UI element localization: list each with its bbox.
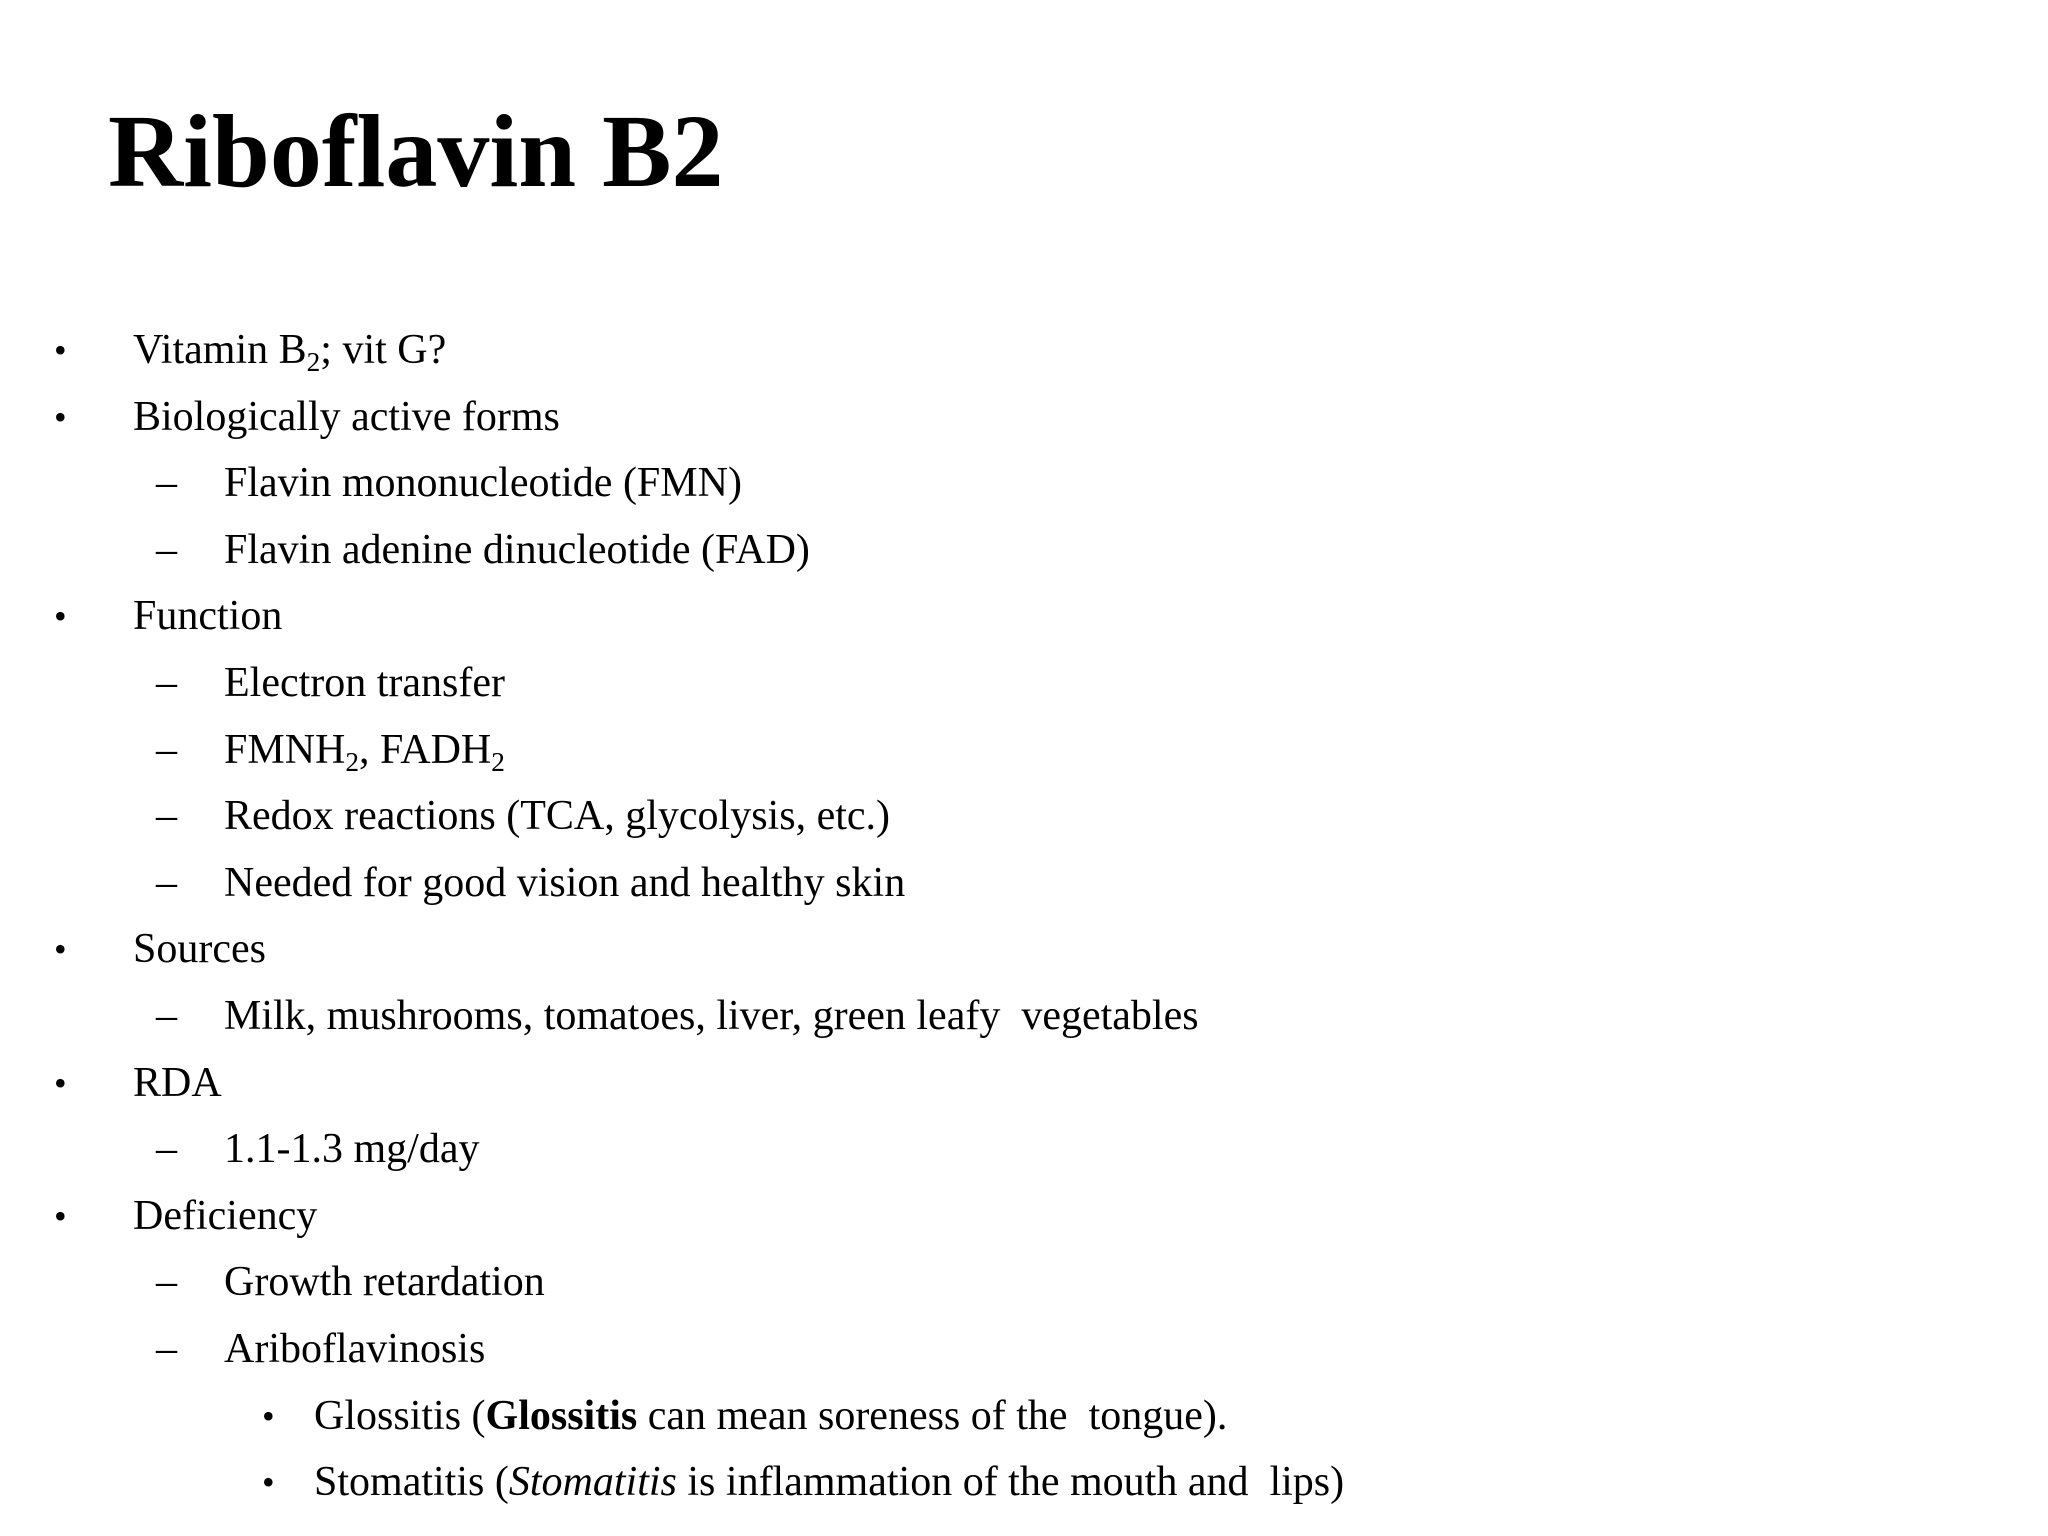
bullet-marker: • bbox=[54, 1062, 67, 1103]
sub-item-text: Electron transfer bbox=[224, 659, 506, 706]
sub-item-text: Flavin adenine dinucleotide (FAD) bbox=[224, 526, 810, 573]
text-segment: , FADH bbox=[359, 726, 492, 773]
italic-term: Stomatitis bbox=[508, 1459, 677, 1506]
dash-marker: – bbox=[156, 793, 177, 840]
text-segment: can mean soreness of the tongue). bbox=[637, 1392, 1228, 1439]
sub-item-text: Needed for good vision and healthy skin bbox=[224, 859, 906, 906]
subscript: 2 bbox=[345, 746, 360, 777]
list-item-text: Biologically active forms bbox=[133, 393, 560, 440]
list-item-function bbox=[0, 588, 2048, 655]
dash-marker: – bbox=[156, 992, 177, 1039]
bullet-marker: • bbox=[54, 1195, 67, 1236]
text-segment: Glossitis ( bbox=[314, 1392, 486, 1439]
sub-item-sources-list bbox=[0, 988, 2048, 1055]
dash-marker: – bbox=[156, 859, 177, 906]
sub-item-text: Growth retardation bbox=[224, 1259, 545, 1306]
sub-item-vision bbox=[0, 855, 2048, 922]
sub-item-fmn bbox=[0, 455, 2048, 522]
bullet-list bbox=[0, 322, 2048, 1521]
list-item-vitamin bbox=[0, 322, 2048, 389]
sub-item-electron bbox=[0, 655, 2048, 722]
dash-marker: – bbox=[156, 1325, 177, 1372]
sub-item-fmnh2 bbox=[0, 722, 2048, 789]
dash-marker: – bbox=[156, 1259, 177, 1306]
sub-item-text: Ariboflavinosis bbox=[224, 1325, 486, 1372]
sub-item-text: Redox reactions (TCA, glycolysis, etc.) bbox=[224, 793, 891, 840]
sub-sub-item-text bbox=[314, 1454, 1344, 1510]
text-segment: ; vit G? bbox=[320, 327, 447, 373]
sub-sub-item-glossitis bbox=[0, 1388, 2048, 1455]
bold-term: Glossitis bbox=[485, 1392, 638, 1439]
dash-marker: – bbox=[156, 460, 177, 507]
list-item-text: Sources bbox=[133, 926, 266, 973]
slide-title: Riboflavin B2 bbox=[108, 94, 724, 209]
dash-marker: – bbox=[156, 1126, 177, 1173]
text-segment: Stomatitis ( bbox=[314, 1459, 509, 1506]
bullet-marker: • bbox=[54, 929, 67, 970]
sub-sub-item-stomatitis bbox=[0, 1454, 2048, 1521]
sub-item-text: 1.1-1.3 mg/day bbox=[224, 1126, 480, 1173]
sub-item-ariboflavinosis bbox=[0, 1321, 2048, 1388]
sub-item-text bbox=[224, 722, 505, 778]
list-item-rda bbox=[0, 1055, 2048, 1122]
bullet-marker: • bbox=[54, 396, 67, 437]
subscript: 2 bbox=[306, 347, 321, 378]
list-item-text bbox=[133, 322, 446, 378]
bullet-marker: • bbox=[262, 1462, 275, 1503]
bullet-marker: • bbox=[262, 1395, 275, 1436]
bullet-marker: • bbox=[54, 330, 67, 370]
text-segment: is inflammation of the mouth and lips) bbox=[676, 1459, 1345, 1506]
sub-sub-item-text bbox=[314, 1388, 1227, 1444]
sub-item-growth bbox=[0, 1254, 2048, 1321]
sub-item-text: Milk, mushrooms, tomatoes, liver, green leafy vegetables bbox=[224, 992, 1199, 1039]
dash-marker: – bbox=[156, 726, 177, 773]
dash-marker: – bbox=[156, 659, 177, 706]
dash-marker: – bbox=[156, 526, 177, 573]
bullet-marker: • bbox=[54, 596, 67, 637]
sub-item-redox bbox=[0, 788, 2048, 855]
sub-item-rda-value bbox=[0, 1121, 2048, 1188]
text-segment: FMNH bbox=[224, 726, 346, 773]
list-item-sources bbox=[0, 921, 2048, 988]
sub-item-fad bbox=[0, 522, 2048, 589]
list-item-forms bbox=[0, 389, 2048, 456]
subscript: 2 bbox=[491, 746, 505, 777]
sub-item-text: Flavin mononucleotide (FMN) bbox=[224, 460, 742, 507]
list-item-deficiency bbox=[0, 1188, 2048, 1255]
text-segment: Vitamin B bbox=[133, 327, 307, 373]
list-item-text: Deficiency bbox=[133, 1192, 318, 1239]
list-item-text: Function bbox=[133, 593, 283, 640]
list-item-text: RDA bbox=[133, 1059, 222, 1106]
